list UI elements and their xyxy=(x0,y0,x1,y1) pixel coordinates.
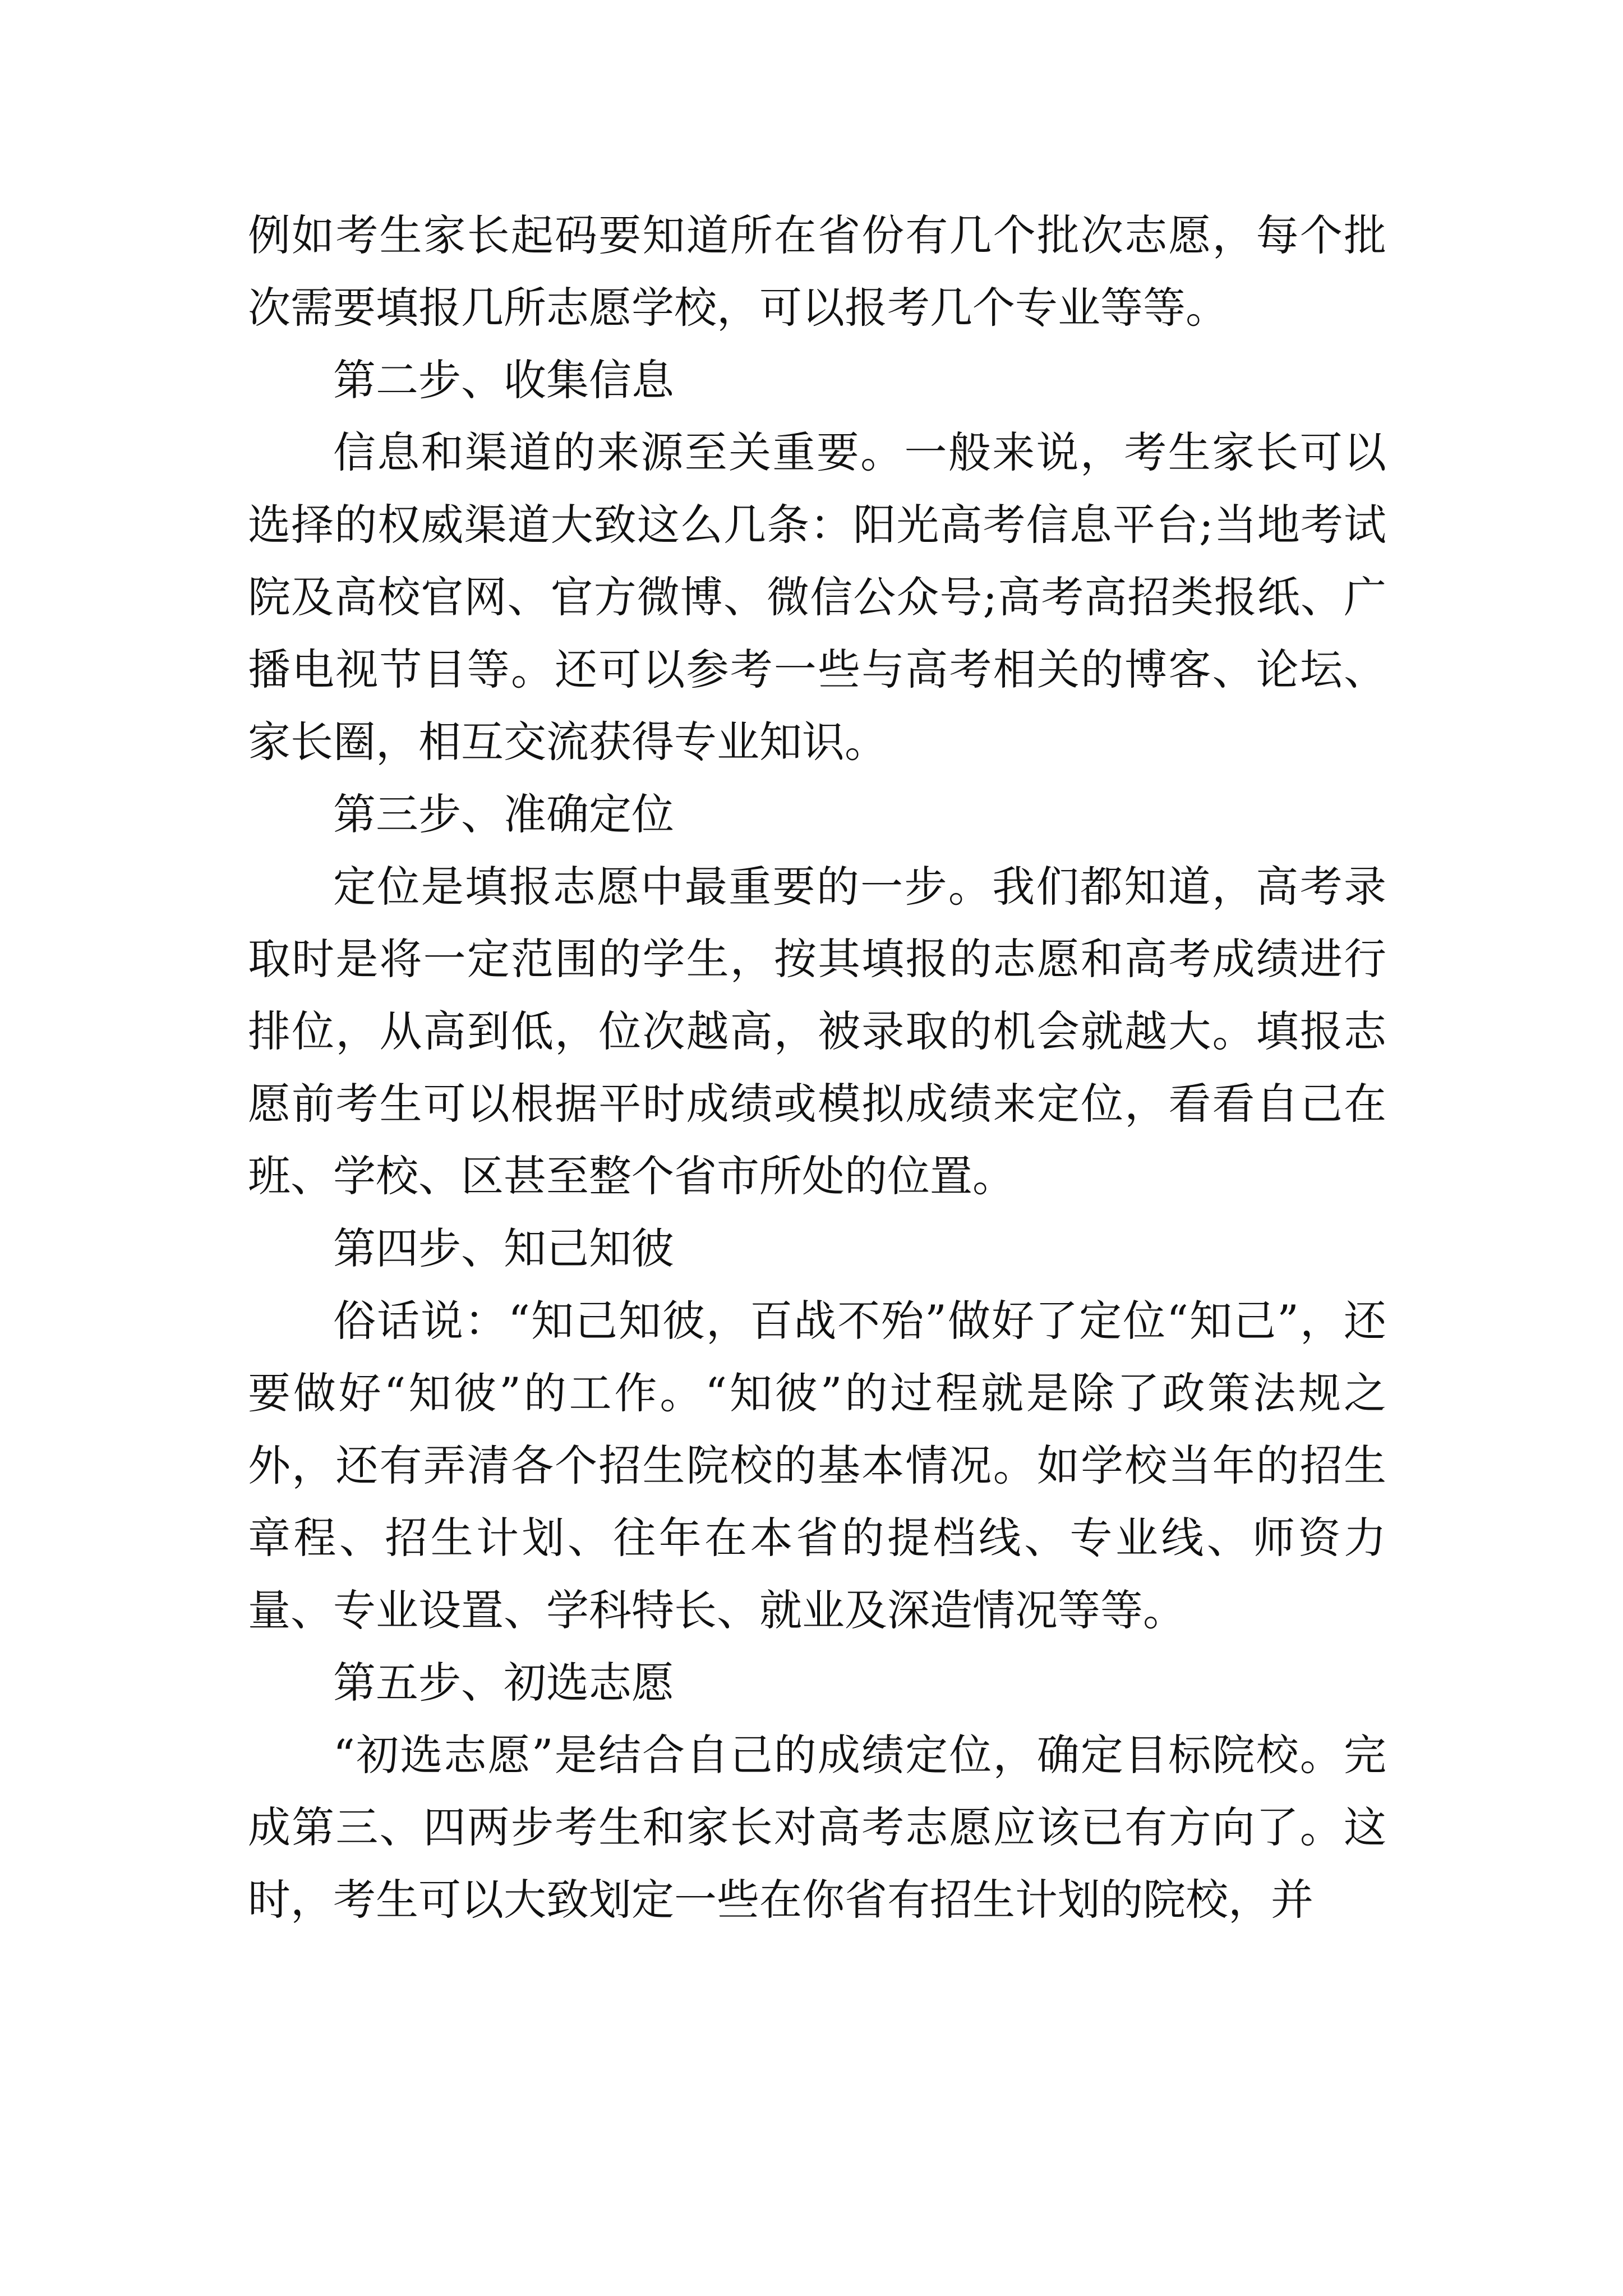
document-body xyxy=(248,199,1386,1936)
body-paragraph: 定位是填报志愿中最重要的一步。我们都知道，高考录取时是将一定范围的学生，按其填报的志愿和高考成绩进行排位，从高到低，位次越高，被录取的机会就越大。填报志愿前考生可以根据平时成绩或模拟成绩来定位，看看自己在班、学校、区甚至整个省市所处的位置。 xyxy=(248,862,1386,1201)
section-heading: 第二步、收集信息 xyxy=(333,355,674,405)
body-paragraph: 信息和渠道的来源至关重要。一般来说，考生家长可以选择的权威渠道大致这么几条：阳光高考信息平台;当地考试院及高校官网、官方微博、微信公众号;高考高招类报纸、广播电视节目等。还可以参考一些与高考相关的博客、论坛、家长圈，相互交流获得专业知识。 xyxy=(248,427,1386,767)
section-heading: 第五步、初选志愿 xyxy=(333,1658,674,1708)
body-paragraph: 例如考生家长起码要知道所在省份有几个批次志愿，每个批次需要填报几所志愿学校，可以报考几个专业等等。 xyxy=(248,210,1386,333)
section-heading: 第三步、准确定位 xyxy=(333,789,674,839)
body-paragraph: 俗话说：“知己知彼，百战不殆”做好了定位“知己”，还要做好“知彼”的工作。“知彼”的过程就是除了政策法规之外，还有弄清各个招生院校的基本情况。如学校当年的招生章程、招生计划、往年在本省的提档线、专业线、师资力量、专业设置、学科特长、就业及深造情况等等。 xyxy=(248,1296,1386,1635)
section-heading: 第四步、知己知彼 xyxy=(333,1223,674,1273)
body-paragraph: “初选志愿”是结合自己的成绩定位，确定目标院校。完成第三、四两步考生和家长对高考志愿应该已有方向了。这时，考生可以大致划定一些在你省有招生计划的院校，并 xyxy=(248,1730,1386,1925)
